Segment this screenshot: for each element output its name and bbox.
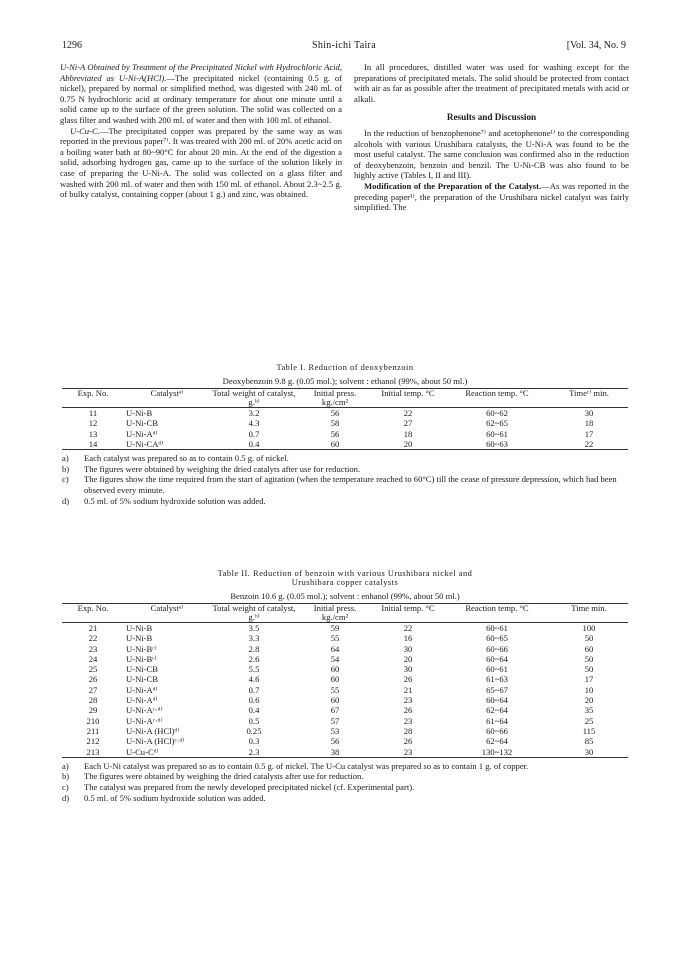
table-cell: U-Ni-Aᶜ·ᵈ⁾ [126,715,163,726]
table-cell: 21 [88,623,98,633]
footnote-label: d) [62,792,70,803]
table-cell: 61~64 [486,715,508,726]
paragraph-u-cu-c [60,126,342,200]
footnote-text: Each catalyst was prepared so as to contain 0.5 g. of nickel. [84,453,289,464]
table-cell: 0.4 [248,705,260,716]
table-cell: 60 [330,695,340,706]
table-header-row [62,389,628,408]
column-header: Exp. No. [77,603,109,613]
table-row [62,726,628,736]
table-cell: U-Ni-CB [126,664,158,675]
table-cell: 60 [330,438,340,449]
column-header: Time min. [571,603,607,613]
table-cell: 60~63 [486,438,508,449]
table-cell: 59 [330,623,340,633]
table-cell: 0.5 [248,715,260,726]
paragraph-text: —The precipitated copper was prepared by the same way as was reported in the previous paper⁷⁾. It was treated with 200 ml. of 20% acetic acid on a boiling water bath at 80~90°C for about 20 min. At the end of the digestion a solid, adsorbing hydrogen gas, came up to the surface of the solution likely in case of preparing the U-Ni-A. The solid was collected on a glass filter and washed with 200 ml. of water and then with 150 ml. of ethanol. About 2.3~2.5 g. of bulky catalyst, containing copper (about 1 g.) and zinc, was obtained. [60,125,342,200]
column-header: Total weight of catalyst, g.ᵇ⁾ [212,603,296,622]
table-cell: 67 [330,705,340,716]
table-cell: 20 [584,695,594,706]
table-cell: U-Ni-Aᵈ⁾ [126,428,158,439]
table-cell: 60~64 [486,653,508,664]
running-title: Shin-ichi Taira [312,40,376,51]
table-cell: 60~61 [486,428,508,439]
paragraph-u-ni-a-hcl [60,62,342,126]
volume-info: [Vol. 34, No. 9 [566,40,626,51]
table-cell: 28 [88,695,98,706]
table-cell: U-Ni-Bᶜ⁾ [126,653,157,664]
table-cell: 60~61 [486,664,508,675]
table-cell: 50 [584,633,594,644]
table-caption: Table I. Reduction of deoxybenzoin [276,363,414,372]
paragraph-text: —The precipitated nickel (containing 0.5 g. of nickel), prepared by normal or simplified method, was digested with 240 ml. of 0.75 N hydrochloric acid at ordinary temperature for about one minute until a solid came up to the surface of the green solution. The solid was collected on a glass filter and washed with 200 ml. of water and then with 100 ml. of ethanol. [60,72,342,125]
table-cell: 130~132 [481,746,513,757]
table-cell: 56 [330,736,340,747]
table-cell: 211 [86,725,100,736]
table-header-row [62,604,628,623]
table-footnote [62,793,628,804]
table-cell: U-Ni-B [126,408,153,418]
table-cell: 61~63 [486,674,508,685]
table-cell: U-Ni-Aᵈ⁾ [126,684,158,695]
table-conditions: Deoxybenzoin 9.8 g. (0.05 mol.); solvent : ethanol (99%, about 50 ml.) [222,376,468,386]
table-cell: 35 [584,705,594,716]
table-cell: 50 [584,664,594,675]
footnote-text: 0.5 ml. of 5% sodium hydroxide solution was added. [84,792,266,803]
table-cell: 4.6 [248,674,260,685]
table-cell: U-Ni-B [126,633,153,644]
paragraph-modification [354,181,629,213]
table-cell: 213 [86,746,100,757]
table-cell: 57 [330,715,340,726]
table-cell: 2.3 [248,746,260,757]
table-cell: 12 [88,418,98,429]
table-cell: 60~65 [486,633,508,644]
table-cell: 29 [88,705,98,716]
column-header: Exp. No. [77,388,109,398]
table-cell: 55 [330,633,340,644]
table-cell: U-Ni-B [126,623,153,633]
page-number: 1296 [62,40,82,51]
table-row [62,418,628,428]
table-cell: 20 [403,653,413,664]
footnote-label: b) [62,771,70,782]
table-cell: 14 [88,438,98,449]
table-cell: 22 [403,408,413,418]
table-caption-line-2: Urushibara copper catalysts [291,578,399,587]
table-cell: 2.8 [248,643,260,654]
table-cell: 23 [88,643,98,654]
table-2 [62,569,628,803]
table-cell: 0.7 [248,428,260,439]
subheading-modification: Modification of the Preparation of the Catalyst. [364,180,542,191]
table-notes [62,453,628,506]
footnote-text: 0.5 ml. of 5% sodium hydroxide solution was added. [84,495,266,506]
table-footnote [62,453,628,464]
table-cell: U-Ni-CAᵈ⁾ [126,438,164,449]
table-cell: 62~64 [486,736,508,747]
column-header: Initial press. kg./cm² [313,388,357,407]
table-cell: 21 [403,684,413,695]
table-cell: 4.3 [248,418,260,429]
table-cell: 3.3 [248,633,260,644]
footnote-label: d) [62,495,70,506]
table-cell: 26 [403,674,413,685]
footnote-label: c) [62,474,69,485]
table-row [62,736,628,746]
table-cell: 22 [88,633,98,644]
table-cell: 22 [584,438,594,449]
table-caption: Table II. Reduction of benzoin with various Urushibara nickel and [217,569,473,578]
table-cell: 60~66 [486,643,508,654]
column-header: Initial press. kg./cm² [313,603,357,622]
table-cell: 58 [330,418,340,429]
table-row [62,674,628,684]
table-cell: 55 [330,684,340,695]
table-cell: 25 [584,715,594,726]
subheading-u-ni-a-hcl: U-Ni-A Obtained by Treatment of the Precipitated Nickel with Hydrochloric Acid, Abbreviated as U-Ni-A(HCl). [60,62,342,83]
table-row [62,408,628,419]
footnote-label: a) [62,760,69,771]
table-cell: 62~65 [486,418,508,429]
table-row [62,429,628,439]
subheading-u-cu-c: U-Cu-C. [70,125,100,136]
column-header: Initial temp. °C [381,388,435,398]
table-cell: 18 [584,418,594,429]
table-row [62,439,628,450]
column-header: Timeᶜ⁾ min. [569,388,609,398]
table-cell: 56 [330,428,340,439]
table-footnote [62,782,628,793]
table-row [62,654,628,664]
table-cell: 60~66 [486,725,508,736]
table-cell: 26 [403,705,413,716]
table-conditions: Benzoin 10.6 g. (0.05 mol.); solvent : enhanol (99%, about 50 ml.) [230,591,460,601]
footnote-label: c) [62,782,69,793]
table-cell: 60 [330,674,340,685]
table-cell: 0.4 [248,438,260,449]
section-heading: Results and Discussion [446,112,537,123]
table-cell: 38 [330,746,340,757]
table-cell: U-Ni-Aᵈ⁾ [126,695,158,706]
data-table [62,388,628,450]
table-row [62,685,628,695]
table-cell: 62~64 [486,705,508,716]
table-footnote [62,496,628,507]
table-cell: 3.2 [248,408,260,418]
table-row [62,705,628,715]
table-cell: 2.6 [248,653,260,664]
table-cell: 20 [403,438,413,449]
table-notes [62,761,628,803]
table-footnote [62,761,628,772]
table-cell: 60~64 [486,695,508,706]
table-row [62,716,628,726]
footnote-text: The figures show the time required from the start of agitation (when the temperature reached to 60°C) till the cease of pressure depression, which had been observed every minute. [84,474,617,495]
table-cell: U-Ni-A (HCl)ᵈ⁾ [126,725,180,736]
table-cell: 60~62 [486,408,508,418]
table-cell: 23 [403,715,413,726]
footnote-text: The figures were obtained by weighing the dried catalyts after use for reduction. [84,463,361,474]
table-footnote [62,771,628,782]
column-header: Catalystᵃ⁾ [150,603,184,613]
table-row [62,747,628,758]
table-cell: 30 [584,408,594,418]
right-column [354,62,629,213]
table-cell: 60~61 [486,623,508,633]
table-cell: 23 [403,695,413,706]
table-cell: 16 [403,633,413,644]
table-cell: 30 [403,664,413,675]
table-cell: 11 [88,408,98,418]
table-row [62,664,628,674]
table-1 [62,363,628,506]
table-cell: 54 [330,653,340,664]
table-footnote [62,474,628,495]
table-cell: 24 [88,653,98,664]
column-header: Catalystᵃ⁾ [150,388,184,398]
table-cell: 0.6 [248,695,260,706]
table-cell: U-Ni-Bᶜ⁾ [126,643,157,654]
table-cell: 26 [403,736,413,747]
table-cell: 13 [88,428,98,439]
column-header: Total weight of catalyst, g.ᵇ⁾ [212,388,296,407]
table-cell: 0.25 [246,725,262,736]
table-cell: 50 [584,653,594,664]
table-cell: 65~67 [486,684,508,695]
paragraph-distilled-water: In all procedures, distilled water was used for washing except for the preparations of precipitated metals. The solid should be protected from contact with air as far as possible after the treatment of precipitated metals with acid or alkali. [354,62,629,104]
table-cell: U-Ni-A (HCl)ᶜ·ᵈ⁾ [126,736,185,747]
data-table [62,603,628,758]
table-cell: 60 [584,643,594,654]
page-header [62,40,626,54]
table-cell: 23 [403,746,413,757]
table-row [62,644,628,654]
column-header: Reaction temp. °C [465,603,529,613]
table-cell: 0.7 [248,684,260,695]
table-cell: 64 [330,643,340,654]
footnote-text: The figures were obtained by weighing the dried catalysts after use for reduction. [84,771,364,782]
table-cell: 17 [584,428,594,439]
table-cell: 85 [584,736,594,747]
column-header: Reaction temp. °C [465,388,529,398]
table-cell: 26 [88,674,98,685]
table-cell: 212 [86,736,100,747]
table-cell: 5.5 [248,664,260,675]
table-cell: 100 [582,623,596,633]
table-cell: 56 [330,408,340,418]
column-header: Initial temp. °C [381,603,435,613]
table-cell: 30 [403,643,413,654]
table-cell: 10 [584,684,594,695]
footnote-label: a) [62,453,69,464]
table-cell: 3.5 [248,623,260,633]
paragraph-text: —As was reported in the preceding paper¹⁾, the preparation of the Urushibara nickel catalyst was fairly simplified. The [354,180,629,213]
footnote-label: b) [62,463,70,474]
table-cell: U-Ni-Aᶜ·ᵈ⁾ [126,705,163,716]
table-row [62,695,628,705]
table-cell: 0.3 [248,736,260,747]
table-cell: 60 [330,664,340,675]
table-cell: U-Ni-CB [126,418,158,429]
table-cell: U-Ni-CB [126,674,158,685]
footnote-text: Each U-Ni catalyst was prepared so as to contain 0.5 g. of nickel. The U-Cu catalyst was prepared so as to contain 1 g. of copper. [84,760,529,771]
table-cell: 115 [582,725,596,736]
table-cell: 17 [584,674,594,685]
footnote-text: The catalyst was prepared from the newly developed precipitated nickel (cf. Experimental part). [84,782,415,793]
table-cell: 27 [403,418,413,429]
table-cell: 22 [403,623,413,633]
table-cell: 30 [584,746,594,757]
table-row [62,623,628,634]
table-cell: 27 [88,684,98,695]
table-cell: 210 [86,715,100,726]
table-cell: U-Cu-Cᵈ⁾ [126,746,159,757]
table-row [62,633,628,643]
table-footnote [62,464,628,475]
table-cell: 18 [403,428,413,439]
paragraph-results: In the reduction of benzophenone⁷⁾ and acetophenone¹⁾ to the corresponding alcohols with various Urushibara catalysts, the U-Ni-A was found to be the most useful catalyst. The same conclusion was confirmed also in the reduction of deoxybenzoin, benzoin and benzil. The U-Ni-CB was also found to be highly active (Tables I, II and III). [354,127,629,181]
table-cell: 28 [403,725,413,736]
table-cell: 53 [330,725,340,736]
table-cell: 25 [88,664,98,675]
left-column [60,62,342,200]
